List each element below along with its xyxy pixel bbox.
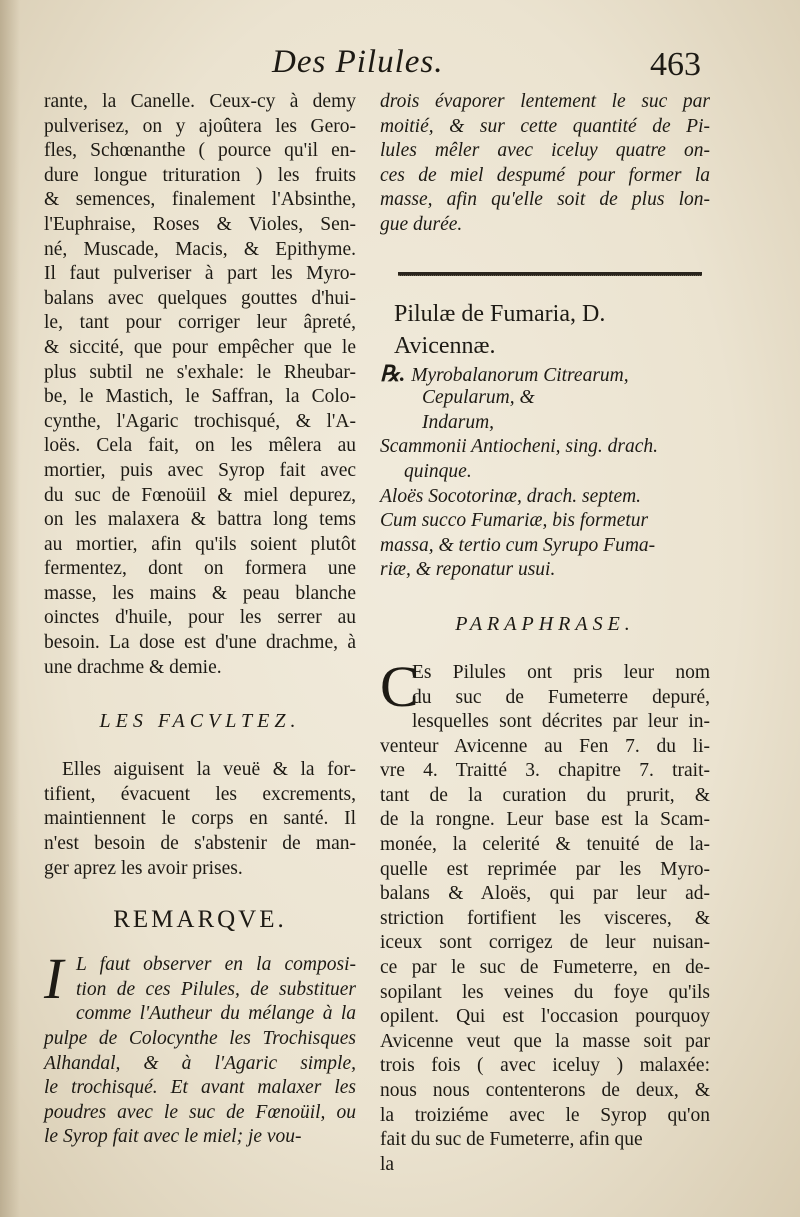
text-line: de la rongne. Leur base est la Scam- bbox=[380, 809, 710, 831]
text-line: rante, la Canelle. Ceux-cy à demy bbox=[44, 91, 356, 112]
text-line: poudres avec le suc de Fœnoüil, ou bbox=[44, 1101, 356, 1123]
text-line: balans & Aloës, qui par leur ad- bbox=[380, 883, 710, 905]
text-line: né, Muscade, Macis, & Epithyme. bbox=[44, 238, 356, 260]
text-line: plus subtil ne s'exhale: le Rheubar- bbox=[44, 361, 356, 383]
paraphrase-paragraph bbox=[380, 653, 710, 1153]
remarque-heading: REMARQVE. bbox=[113, 906, 287, 934]
remarque-paragraph bbox=[44, 946, 356, 1150]
text-line: masse, afin qu'elle soit de plus lon- bbox=[380, 189, 710, 211]
text-line: sopilant les veines du foye qu'ils bbox=[380, 981, 710, 1003]
recipe-symbol: ℞. bbox=[380, 360, 406, 386]
text-line: au mortier, afin qu'ils soient plutôt bbox=[44, 533, 356, 555]
text-line: Es Pilules ont pris leur nom bbox=[412, 661, 710, 683]
left-paragraph bbox=[44, 90, 356, 680]
text-line: besoin. La dose est d'une drachme, à bbox=[44, 632, 356, 654]
recipe-text: Myrobalanorum Citrearum, bbox=[411, 364, 629, 386]
recipe-block bbox=[380, 362, 710, 583]
text-line: gue durée. bbox=[380, 213, 463, 235]
paraphrase-drop-cap: C bbox=[380, 653, 419, 719]
catchword: la bbox=[380, 1153, 395, 1175]
text-line: une drachme & demie. bbox=[44, 656, 222, 678]
left-column bbox=[44, 90, 356, 1150]
text-line: on les malaxera & battra long tems bbox=[44, 509, 356, 531]
text-line: comme l'Autheur du mélange à la bbox=[76, 1003, 356, 1025]
text-line: Alhandal, & à l'Agaric simple, bbox=[44, 1052, 356, 1074]
text-line: & semences, finalement l'Absinthe, bbox=[44, 189, 356, 211]
text-line: mortier, puis avec Syrop fait avec bbox=[44, 459, 356, 481]
text-line: trois fois ( avec iceluy ) malaxée: bbox=[380, 1055, 710, 1077]
recipe-line: Scammonii Antiocheni, sing. drach. bbox=[380, 436, 659, 458]
text-line: pulverisez, on y ajoûtera les Gero- bbox=[44, 115, 356, 137]
text-line: opilent. Qui est l'occasion pourquoy bbox=[380, 1006, 710, 1028]
text-line: du suc de Fumeterre depuré, bbox=[412, 686, 710, 708]
page-header bbox=[0, 40, 800, 90]
text-line: le trochisqué. Et avant malaxer les bbox=[44, 1077, 356, 1099]
facultez-paragraph bbox=[44, 758, 356, 881]
text-line: tion de ces Pilules, de substituer bbox=[76, 978, 356, 1000]
right-column bbox=[380, 90, 710, 1177]
text-line: moitié, & sur cette quantité de Pi- bbox=[380, 115, 710, 137]
text-line: dure longue trituration ) les fruits bbox=[44, 164, 356, 186]
recipe-line: Indarum, bbox=[422, 411, 495, 433]
paraphrase-heading: PARAPHRASE. bbox=[455, 612, 635, 635]
text-line: Elles aiguisent la veuë & la for- bbox=[62, 759, 356, 781]
text-line: lules mêler avec iceluy quatre on- bbox=[380, 140, 710, 162]
formula-title: Pilulæ de Fumaria, D. Avicennæ. bbox=[394, 300, 606, 359]
text-line: iceux sont corrigez de leur nuisan- bbox=[380, 932, 710, 954]
text-line: ces de miel despumé pour former la bbox=[380, 164, 710, 186]
text-line: quelle est reprimée par les Myro- bbox=[380, 858, 710, 880]
text-line: fait du suc de Fumeterre, afin que bbox=[380, 1129, 643, 1151]
text-line: cynthe, l'Agaric trochisqué, & l'A- bbox=[44, 410, 356, 432]
text-line: vre 4. Traitté 3. chapitre 7. trait- bbox=[380, 760, 710, 782]
continued-paragraph bbox=[380, 90, 710, 238]
text-line: n'est besoin de s'abstenir de man- bbox=[44, 833, 356, 855]
recipe-line: Aloës Socotorinæ, drach. septem. bbox=[380, 485, 642, 507]
text-line: be, le Mastich, le Saffran, la Colo- bbox=[44, 386, 356, 408]
text-line: fermentez, dont on formera une bbox=[44, 558, 356, 580]
text-line: masse, les mains & peau blanche bbox=[44, 582, 356, 604]
recipe-line: riæ, & reponatur usui. bbox=[380, 559, 556, 581]
text-line: ger aprez les avoir prises. bbox=[44, 857, 243, 879]
remarque-drop-cap: I bbox=[44, 946, 64, 1012]
text-line: monée, la celerité & tenuité de la- bbox=[380, 834, 710, 856]
recipe-line: Cum succo Fumariæ, bis formetur bbox=[380, 510, 649, 532]
running-title: Des Pilules. bbox=[272, 44, 444, 80]
recipe-line bbox=[380, 362, 710, 387]
text-line: balans avec quelques gouttes d'hui- bbox=[44, 287, 356, 309]
text-line: nous nous contenterons de deux, & bbox=[380, 1080, 710, 1101]
text-line: loës. Cela fait, on les mêlera au bbox=[44, 435, 356, 457]
text-line: venteur Avicenne au Fen 7. du li- bbox=[380, 735, 710, 757]
text-line: le, tant pour corriger leur âpreté, bbox=[44, 312, 356, 334]
facultez-heading: LES FACVLTEZ. bbox=[99, 710, 301, 733]
recipe-line: quinque. bbox=[404, 460, 472, 482]
text-line: maintiennent le corps en santé. Il bbox=[44, 808, 356, 830]
text-line: l'Euphraise, Roses & Violes, Sen- bbox=[44, 213, 356, 235]
text-line: oinctes d'huile, pour les serrer au bbox=[44, 607, 356, 629]
recipe-line: massa, & tertio cum Syrupo Fuma- bbox=[380, 534, 656, 556]
text-line: L faut observer en la composi- bbox=[76, 954, 356, 976]
section-divider bbox=[398, 272, 702, 276]
text-line: striction fortifient les visceres, & bbox=[380, 907, 710, 929]
page-number: 463 bbox=[650, 46, 701, 83]
text-line: tant de la curation du prurit, & bbox=[380, 784, 710, 806]
text-line: le Syrop fait avec le miel; je vou- bbox=[44, 1126, 302, 1148]
text-line: ce par le suc de Fumeterre, en de- bbox=[380, 957, 710, 979]
text-line: pulpe de Colocynthe les Trochisques bbox=[44, 1028, 356, 1049]
text-line: & siccité, que pour empêcher que le bbox=[44, 336, 356, 358]
text-line: tifient, évacuent les excrements, bbox=[44, 783, 356, 805]
text-line: du suc de Fœnoüil & miel depurez, bbox=[44, 484, 356, 506]
text-line: la troiziéme avec le Syrop qu'on bbox=[380, 1104, 710, 1126]
text-line: Avicenne veut que la masse soit par bbox=[380, 1030, 710, 1052]
text-line: fles, Schœnanthe ( pource qu'il en- bbox=[44, 140, 356, 162]
recipe-line: Cepularum, & bbox=[422, 387, 535, 409]
text-line: Il faut pulveriser à part les Myro- bbox=[44, 263, 356, 285]
text-line: lesquelles sont décrites par leur in- bbox=[412, 711, 710, 733]
text-line: drois évaporer lentement le suc par bbox=[380, 91, 710, 112]
